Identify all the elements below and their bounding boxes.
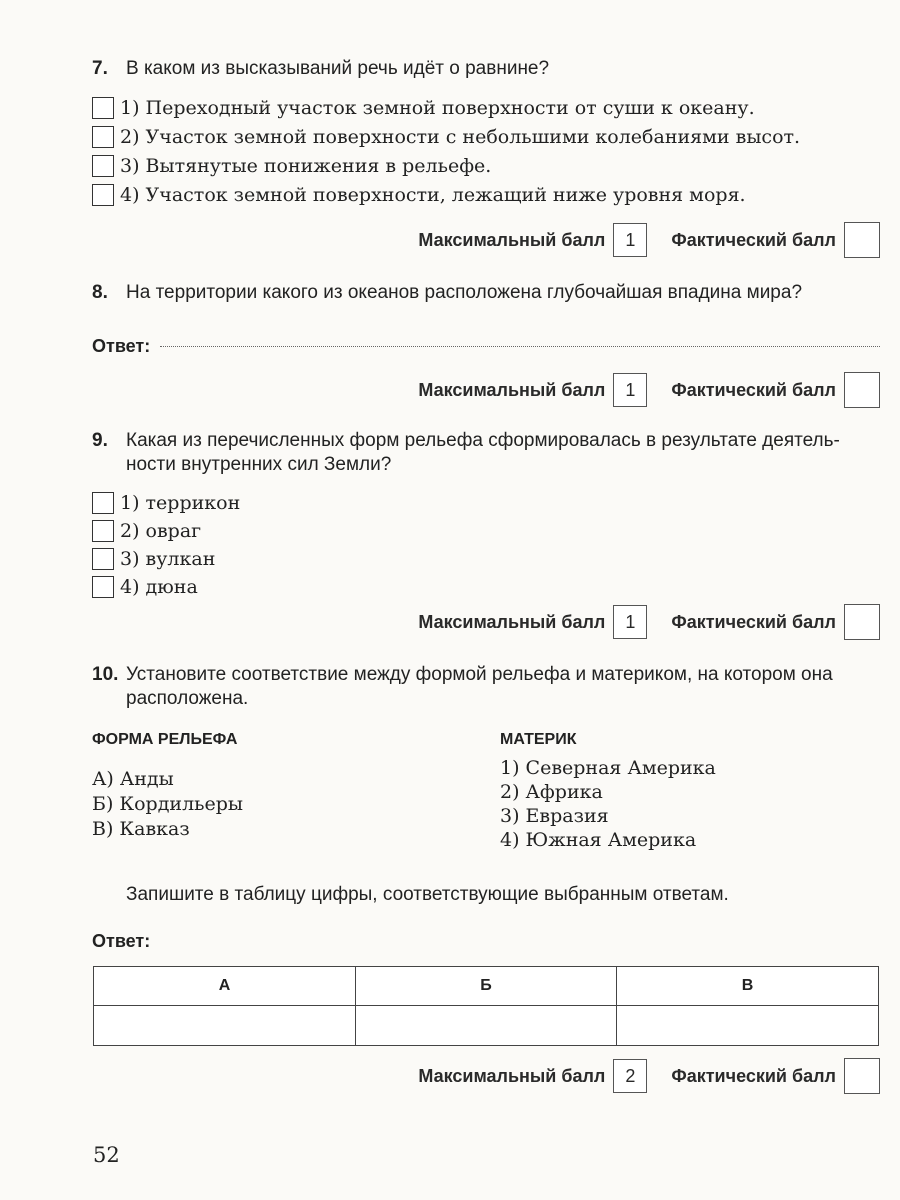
q10-question-line2: расположена. (126, 688, 249, 709)
q9-question-line2: ности внутренних сил Земли? (126, 454, 392, 475)
q10-score-row (418, 1058, 880, 1094)
actual-score-box[interactable] (844, 604, 880, 640)
relief-item-b: Б) Кордильеры (92, 793, 244, 815)
max-score-label: Максимальный балл (418, 611, 606, 632)
checkbox[interactable] (92, 576, 114, 598)
max-score-value: 1 (613, 373, 647, 407)
max-score-label: Максимальный балл (418, 1065, 606, 1086)
q10-question-line1: Установите соответствие между формой рельефа и материком, на котором она (126, 664, 833, 685)
max-score-label: Максимальный балл (418, 379, 606, 400)
relief-header: ФОРМА РЕЛЬЕФА (92, 731, 238, 748)
continent-item-3: 3) Евразия (500, 805, 609, 827)
q7-question: В каком из высказываний речь идёт о равнине? (126, 58, 550, 79)
q9-score-row (418, 604, 880, 640)
checkbox[interactable] (92, 155, 114, 177)
q9-option-1[interactable]: 1) террикон (92, 492, 240, 514)
max-score-value: 2 (613, 1059, 647, 1093)
answer-cell-b[interactable] (356, 1006, 617, 1046)
checkbox[interactable] (92, 126, 114, 148)
q7-option-4[interactable]: 4) Участок земной поверхности, лежащий ниже уровня моря. (92, 184, 746, 206)
actual-score-label: Фактический балл (671, 229, 836, 250)
q8-question: На территории какого из океанов расположена глубочайшая впадина мира? (126, 282, 803, 303)
q10-number: 10. (92, 664, 119, 685)
actual-score-label: Фактический балл (671, 379, 836, 400)
max-score-value: 1 (613, 605, 647, 639)
table-header-a: А (94, 967, 356, 1006)
q9-number: 9. (92, 430, 108, 451)
continent-item-1: 1) Северная Америка (500, 757, 716, 779)
checkbox[interactable] (92, 548, 114, 570)
actual-score-box[interactable] (844, 372, 880, 408)
q10-title (92, 664, 833, 686)
q7-score-row (418, 222, 880, 258)
q9-title (92, 430, 840, 452)
checkbox[interactable] (92, 520, 114, 542)
checkbox[interactable] (92, 492, 114, 514)
actual-score-box[interactable] (844, 222, 880, 258)
q7-option-2[interactable]: 2) Участок земной поверхности с небольшими колебаниями высот. (92, 126, 800, 148)
q10-instruction: Запишите в таблицу цифры, соответствующие выбранным ответам. (126, 884, 729, 905)
q9-option-3[interactable]: 3) вулкан (92, 548, 215, 570)
q8-title (92, 282, 802, 304)
table-header-v: В (616, 967, 878, 1006)
checkbox[interactable] (92, 184, 114, 206)
actual-score-label: Фактический балл (671, 1065, 836, 1086)
q9-question-line1: Какая из перечисленных форм рельефа сформировалась в результате деятель- (126, 430, 840, 451)
max-score-label: Максимальный балл (418, 229, 606, 250)
page-number: 52 (93, 1143, 120, 1167)
continent-header: МАТЕРИК (500, 731, 577, 748)
q8-number: 8. (92, 282, 108, 303)
relief-item-a: А) Анды (92, 768, 174, 790)
checkbox[interactable] (92, 97, 114, 119)
table-header-b: Б (356, 967, 617, 1006)
q8-score-row (418, 372, 880, 408)
q8-answer-field[interactable] (160, 346, 880, 347)
q9-option-2[interactable]: 2) овраг (92, 520, 201, 542)
q7-option-3[interactable]: 3) Вытянутые понижения в рельефе. (92, 155, 491, 177)
q7-title (92, 58, 549, 80)
q7-number: 7. (92, 58, 108, 79)
continent-item-2: 2) Африка (500, 781, 603, 803)
q7-option-1[interactable]: 1) Переходный участок земной поверхности от суши к океану. (92, 97, 755, 119)
answer-table (93, 966, 879, 1046)
actual-score-label: Фактический балл (671, 611, 836, 632)
answer-cell-a[interactable] (94, 1006, 356, 1046)
actual-score-box[interactable] (844, 1058, 880, 1094)
q10-answer-label: Ответ: (92, 931, 151, 951)
q8-answer-label: Ответ: (92, 336, 151, 356)
max-score-value: 1 (613, 223, 647, 257)
relief-item-v: В) Кавказ (92, 818, 190, 840)
continent-item-4: 4) Южная Америка (500, 829, 697, 851)
q9-option-4[interactable]: 4) дюна (92, 576, 198, 598)
answer-cell-v[interactable] (616, 1006, 878, 1046)
